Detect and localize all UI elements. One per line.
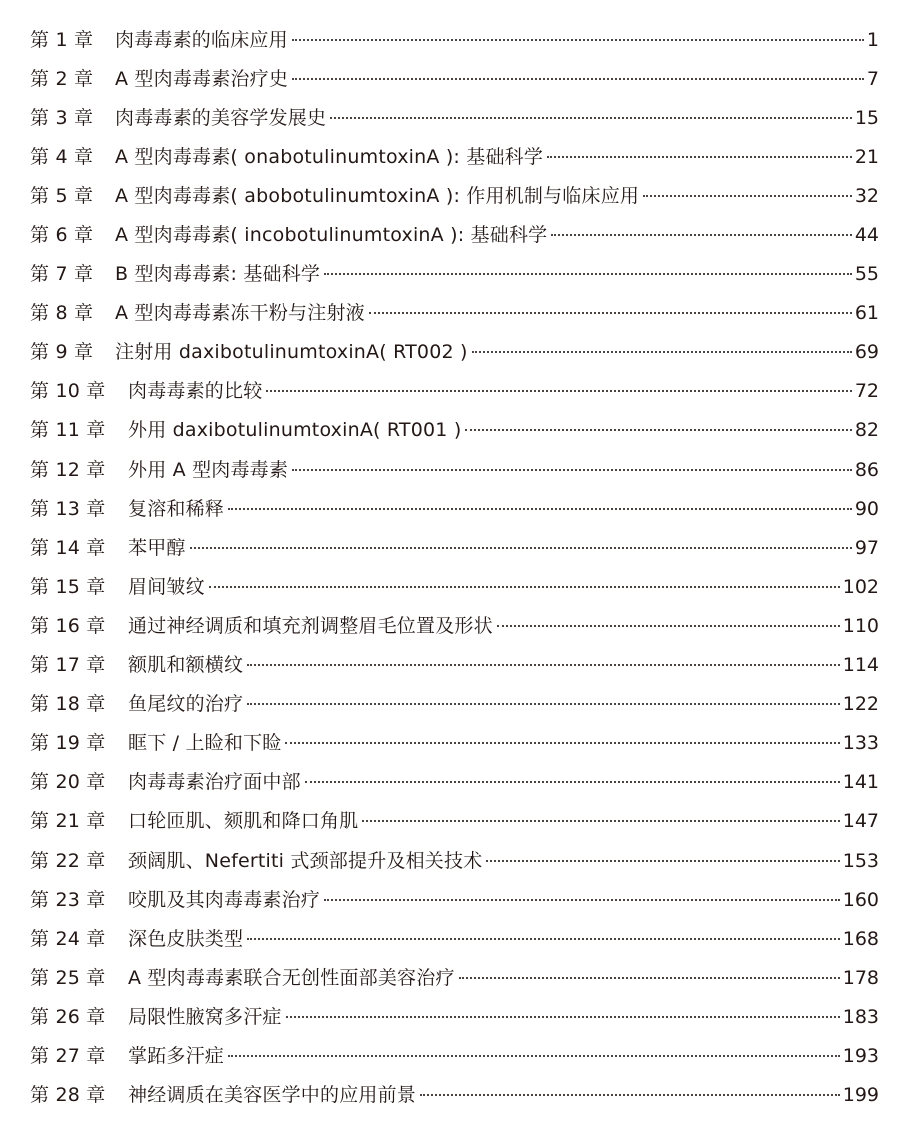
page-number: 133 — [842, 732, 879, 755]
chapter-title: A 型肉毒毒素治疗史 — [115, 67, 289, 90]
chapter-number: 第 5 章 — [30, 184, 94, 207]
dot-leader — [292, 469, 852, 471]
chapter-title: 外用 A 型肉毒毒素 — [128, 458, 289, 481]
dot-leader — [465, 429, 851, 431]
chapter-number: 第 18 章 — [30, 693, 106, 716]
page-number: 153 — [842, 849, 879, 872]
page-number: 199 — [842, 1084, 879, 1107]
page-number: 7 — [866, 67, 879, 90]
dot-leader — [324, 273, 852, 275]
page-number: 90 — [854, 497, 879, 520]
toc-entry-2[interactable] — [0, 59, 910, 98]
dot-leader — [459, 977, 840, 979]
chapter-number: 第 3 章 — [30, 106, 94, 129]
dot-leader — [305, 781, 840, 783]
chapter-title: 肉毒毒素治疗面中部 — [128, 771, 301, 794]
page-number: 193 — [842, 1044, 879, 1067]
dot-leader — [190, 547, 852, 549]
chapter-title: 颈阔肌、Nefertiti 式颈部提升及相关技术 — [128, 849, 483, 872]
chapter-number: 第 10 章 — [30, 380, 106, 403]
chapter-number: 第 4 章 — [30, 145, 94, 168]
page-number: 82 — [854, 419, 879, 442]
page-number: 183 — [842, 1005, 879, 1028]
chapter-number: 第 26 章 — [30, 1005, 106, 1028]
chapter-number: 第 17 章 — [30, 654, 106, 677]
dot-leader — [420, 1094, 840, 1096]
chapter-number: 第 8 章 — [30, 302, 94, 325]
dot-leader — [643, 195, 852, 197]
dot-leader — [228, 1055, 840, 1057]
dot-leader — [497, 625, 840, 627]
chapter-title: 局限性腋窝多汗症 — [128, 1005, 282, 1028]
toc-entry-3[interactable] — [0, 98, 910, 137]
toc-entry-11[interactable] — [0, 411, 910, 450]
toc-entry-24[interactable] — [0, 919, 910, 958]
dot-leader — [486, 860, 839, 862]
chapter-title: 注射用 daxibotulinumtoxinA( RT002 ) — [115, 341, 468, 364]
dot-leader — [266, 390, 851, 392]
chapter-title: 通过神经调质和填充剂调整眉毛位置及形状 — [128, 614, 493, 637]
chapter-number: 第 21 章 — [30, 810, 106, 833]
toc-entry-7[interactable] — [0, 255, 910, 294]
toc-entry-27[interactable] — [0, 1036, 910, 1075]
page-number: 72 — [854, 380, 879, 403]
dot-leader — [362, 820, 839, 822]
chapter-title: 眶下 / 上睑和下睑 — [128, 732, 282, 755]
page-number: 168 — [842, 927, 879, 950]
dot-leader — [324, 899, 840, 901]
page-number: 86 — [854, 458, 879, 481]
chapter-number: 第 13 章 — [30, 497, 106, 520]
chapter-number: 第 23 章 — [30, 888, 106, 911]
dot-leader — [292, 39, 864, 41]
page-number: 1 — [866, 28, 879, 51]
dot-leader — [228, 508, 852, 510]
chapter-title: 外用 daxibotulinumtoxinA( RT001 ) — [128, 419, 462, 442]
chapter-number: 第 27 章 — [30, 1044, 106, 1067]
chapter-title: 肉毒毒素的临床应用 — [115, 28, 288, 51]
chapter-title: 眉间皱纹 — [128, 575, 205, 598]
chapter-number: 第 24 章 — [30, 927, 106, 950]
chapter-number: 第 20 章 — [30, 771, 106, 794]
chapter-number: 第 22 章 — [30, 849, 106, 872]
toc-entry-1[interactable] — [0, 20, 910, 59]
page-number: 97 — [854, 536, 879, 559]
toc-entry-13[interactable] — [0, 489, 910, 528]
toc-entry-5[interactable] — [0, 176, 910, 215]
chapter-title: A 型肉毒毒素( abobotulinumtoxinA ): 作用机制与临床应用 — [115, 184, 640, 207]
toc-entry-20[interactable] — [0, 763, 910, 802]
toc-entry-19[interactable] — [0, 724, 910, 763]
toc-entry-16[interactable] — [0, 606, 910, 645]
toc-entry-22[interactable] — [0, 841, 910, 880]
chapter-title: 咬肌及其肉毒毒素治疗 — [128, 888, 321, 911]
chapter-title: A 型肉毒毒素( incobotulinumtoxinA ): 基础科学 — [115, 224, 548, 247]
page-number: 21 — [854, 145, 879, 168]
page-number: 141 — [842, 771, 879, 794]
toc-entry-28[interactable] — [0, 1076, 910, 1115]
chapter-title: 口轮匝肌、颏肌和降口角肌 — [128, 810, 359, 833]
chapter-title: A 型肉毒毒素联合无创性面部美容治疗 — [128, 966, 455, 989]
chapter-number: 第 25 章 — [30, 966, 106, 989]
page-number: 32 — [854, 184, 879, 207]
page-number: 178 — [842, 966, 879, 989]
chapter-number: 第 16 章 — [30, 614, 106, 637]
page-number: 44 — [854, 224, 879, 247]
chapter-title: 复溶和稀释 — [128, 497, 225, 520]
page-number: 147 — [842, 810, 879, 833]
page-number: 110 — [842, 614, 879, 637]
chapter-number: 第 6 章 — [30, 224, 94, 247]
toc-entry-10[interactable] — [0, 372, 910, 411]
dot-leader — [330, 117, 852, 119]
dot-leader — [292, 78, 864, 80]
chapter-title: 掌跖多汗症 — [128, 1044, 225, 1067]
toc-entry-23[interactable] — [0, 880, 910, 919]
chapter-number: 第 15 章 — [30, 575, 106, 598]
toc-entry-14[interactable] — [0, 528, 910, 567]
page-number: 69 — [854, 341, 879, 364]
chapter-number: 第 12 章 — [30, 458, 106, 481]
chapter-title: A 型肉毒毒素( onabotulinumtoxinA ): 基础科学 — [115, 145, 544, 168]
chapter-title: 鱼尾纹的治疗 — [128, 693, 244, 716]
toc-entry-4[interactable] — [0, 137, 910, 176]
toc-entry-17[interactable] — [0, 646, 910, 685]
chapter-title: 额肌和额横纹 — [128, 654, 244, 677]
chapter-number: 第 9 章 — [30, 341, 94, 364]
chapter-number: 第 14 章 — [30, 536, 106, 559]
chapter-number: 第 1 章 — [30, 28, 94, 51]
page-number: 102 — [842, 575, 879, 598]
chapter-number: 第 28 章 — [30, 1084, 106, 1107]
toc-entry-9[interactable] — [0, 333, 910, 372]
chapter-number: 第 11 章 — [30, 419, 106, 442]
dot-leader — [551, 234, 851, 236]
page-number: 114 — [842, 654, 879, 677]
chapter-title: 神经调质在美容医学中的应用前景 — [128, 1084, 417, 1107]
page-number: 55 — [854, 263, 879, 286]
toc-entry-25[interactable] — [0, 958, 910, 997]
chapter-title: B 型肉毒毒素: 基础科学 — [115, 263, 321, 286]
toc-entry-15[interactable] — [0, 567, 910, 606]
chapter-title: 苯甲醇 — [128, 536, 186, 559]
dot-leader — [472, 351, 852, 353]
toc-entry-6[interactable] — [0, 215, 910, 254]
dot-leader — [209, 586, 840, 588]
dot-leader — [285, 742, 839, 744]
page-number: 122 — [842, 693, 879, 716]
table-of-contents — [0, 20, 910, 1115]
dot-leader — [286, 1016, 840, 1018]
chapter-number: 第 7 章 — [30, 263, 94, 286]
dot-leader — [247, 664, 840, 666]
page-number: 15 — [854, 106, 879, 129]
page-number: 160 — [842, 888, 879, 911]
chapter-number: 第 2 章 — [30, 67, 94, 90]
toc-entry-26[interactable] — [0, 997, 910, 1036]
chapter-title: 肉毒毒素的美容学发展史 — [115, 106, 327, 129]
toc-entry-18[interactable] — [0, 685, 910, 724]
dot-leader — [547, 156, 852, 158]
toc-entry-12[interactable] — [0, 450, 910, 489]
dot-leader — [369, 312, 852, 314]
toc-entry-21[interactable] — [0, 802, 910, 841]
chapter-number: 第 19 章 — [30, 732, 106, 755]
chapter-title: A 型肉毒毒素冻干粉与注射液 — [115, 302, 365, 325]
toc-entry-8[interactable] — [0, 294, 910, 333]
chapter-title: 肉毒毒素的比较 — [128, 380, 263, 403]
chapter-title: 深色皮肤类型 — [128, 927, 244, 950]
dot-leader — [247, 703, 840, 705]
page-number: 61 — [854, 302, 879, 325]
dot-leader — [247, 938, 840, 940]
